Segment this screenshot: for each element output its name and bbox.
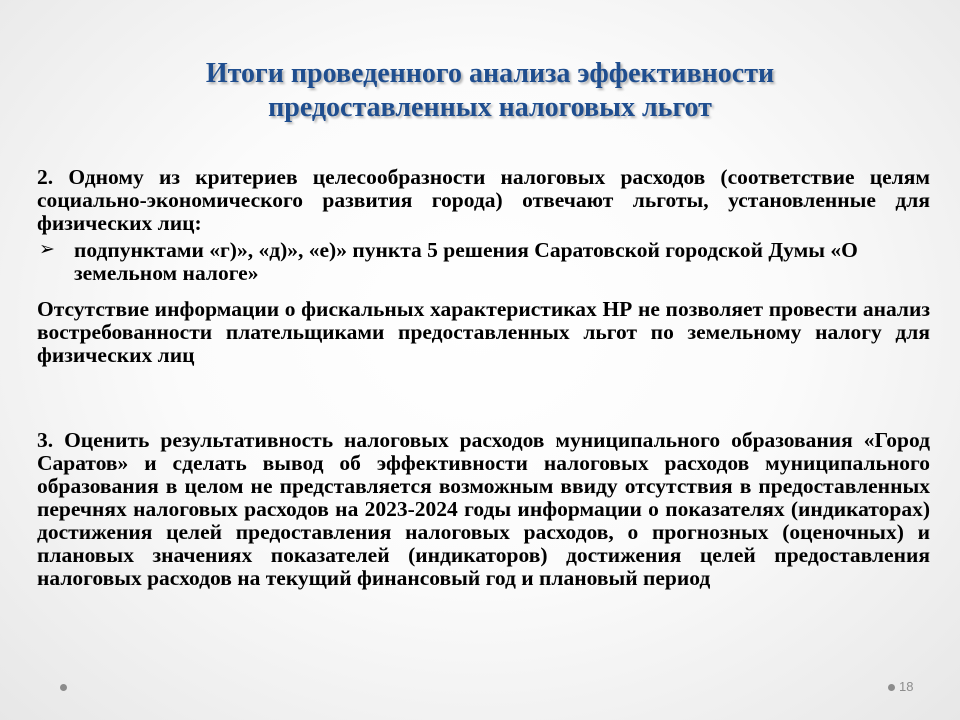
arrow-bullet-icon: ➢ (39, 238, 55, 260)
slide-title (120, 57, 860, 125)
decorative-dot-left (60, 684, 67, 691)
page-number: 18 (899, 679, 914, 694)
slide-title-line-1: Итоги проведенного анализа эффективности (205, 58, 775, 89)
slide-body (37, 166, 930, 590)
slide-title-line-2: предоставленных налоговых льгот (268, 92, 712, 123)
note-text: Отсутствие информации о фискальных характеристиках НР не позволяет провести анализ востребованности плательщиками предоставленных льгот по земельному налогу для физических лиц (37, 297, 930, 367)
point-2-text: 2. Одному из критериев целесообразности налоговых расходов (соответствие целям социально-экономического развития города) отвечают льготы, установленные для физических лиц: (37, 165, 930, 235)
spacer (37, 367, 930, 429)
point-3-text: 3. Оценить результативность налоговых расходов муниципального образования «Город Саратов» и сделать вывод об эффективности налоговых расходов муниципального образования в целом не представляется возможным ввиду отсутствия в предоставленных перечнях налоговых расходов на 2023-2024 годы информации о показателях (индикаторах) достижения целей предоставления налоговых расходов, о прогнозных (оценочных) и плановых значениях показателей (индикаторов) достижения целей предоставления налоговых расходов на текущий финансовый год и плановый период (37, 428, 930, 590)
decorative-dot-right (888, 684, 895, 691)
bullet-item (37, 239, 930, 285)
bullet-text: подпунктами «г)», «д)», «е)» пункта 5 решения Саратовской городской Думы «О земельном налоге» (74, 238, 858, 285)
